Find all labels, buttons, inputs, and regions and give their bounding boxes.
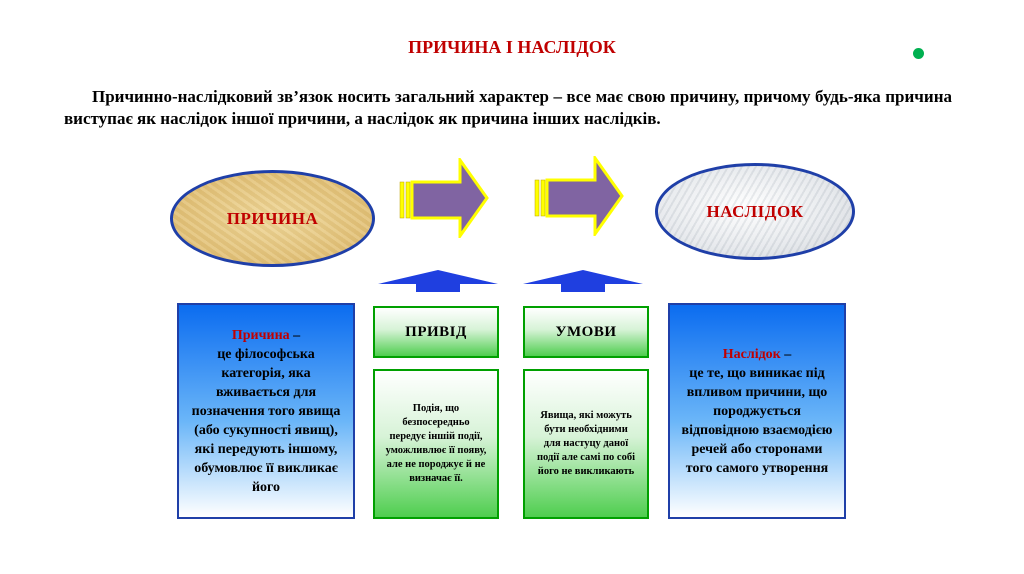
cause-definition-text: це філософська категорія, яка вживається для позначення того явища (або сукупності явищ), які передують іншому, обумовлює її викликає його — [191, 346, 341, 495]
effect-label: НАСЛІДОК — [706, 201, 804, 221]
cause-ellipse — [170, 170, 375, 267]
effect-definition-text: це те, що виникає під впливом причини, що породжується відповідною взаємодією речей або сторонами того самого утворення — [681, 365, 833, 476]
conditions-description: Явища, які можуть бути необхідними для настуцу даної події але самі по собі його не викликають — [536, 410, 636, 477]
cause-definition-box — [177, 303, 355, 519]
drive-label: ПРИВІД — [405, 323, 467, 340]
up-arrow-icon — [523, 270, 643, 292]
drive-description: Подія, що безпосередньо передує іншій події, уможливлює її появу, але не породжує й не визначає її. — [385, 403, 487, 484]
right-arrow-icon — [533, 156, 625, 236]
page-title: ПРИЧИНА І НАСЛІДОК — [408, 37, 616, 57]
effect-term: Наслідок — [722, 346, 781, 362]
bullet-dot — [913, 48, 924, 59]
drive-description-box — [373, 369, 499, 519]
intro-paragraph: Причинно-наслідковий зв’язок носить загальний характер – все має свою причину, причому будь-яка причина виступає як наслідок іншої причини, а наслідок як причина інших наслідків. — [64, 87, 952, 128]
cause-label: ПРИЧИНА — [226, 208, 319, 228]
drive-header-box — [373, 306, 499, 358]
conditions-description-box — [523, 369, 649, 519]
conditions-header-box — [523, 306, 649, 358]
cause-term: Причина — [231, 327, 290, 343]
effect-ellipse — [655, 163, 855, 260]
right-arrow-icon — [398, 158, 490, 238]
effect-definition-box — [668, 303, 846, 519]
conditions-label: УМОВИ — [555, 323, 617, 340]
cause-dash: – — [289, 327, 301, 343]
effect-dash: – — [780, 346, 792, 362]
up-arrow-icon — [378, 270, 498, 292]
